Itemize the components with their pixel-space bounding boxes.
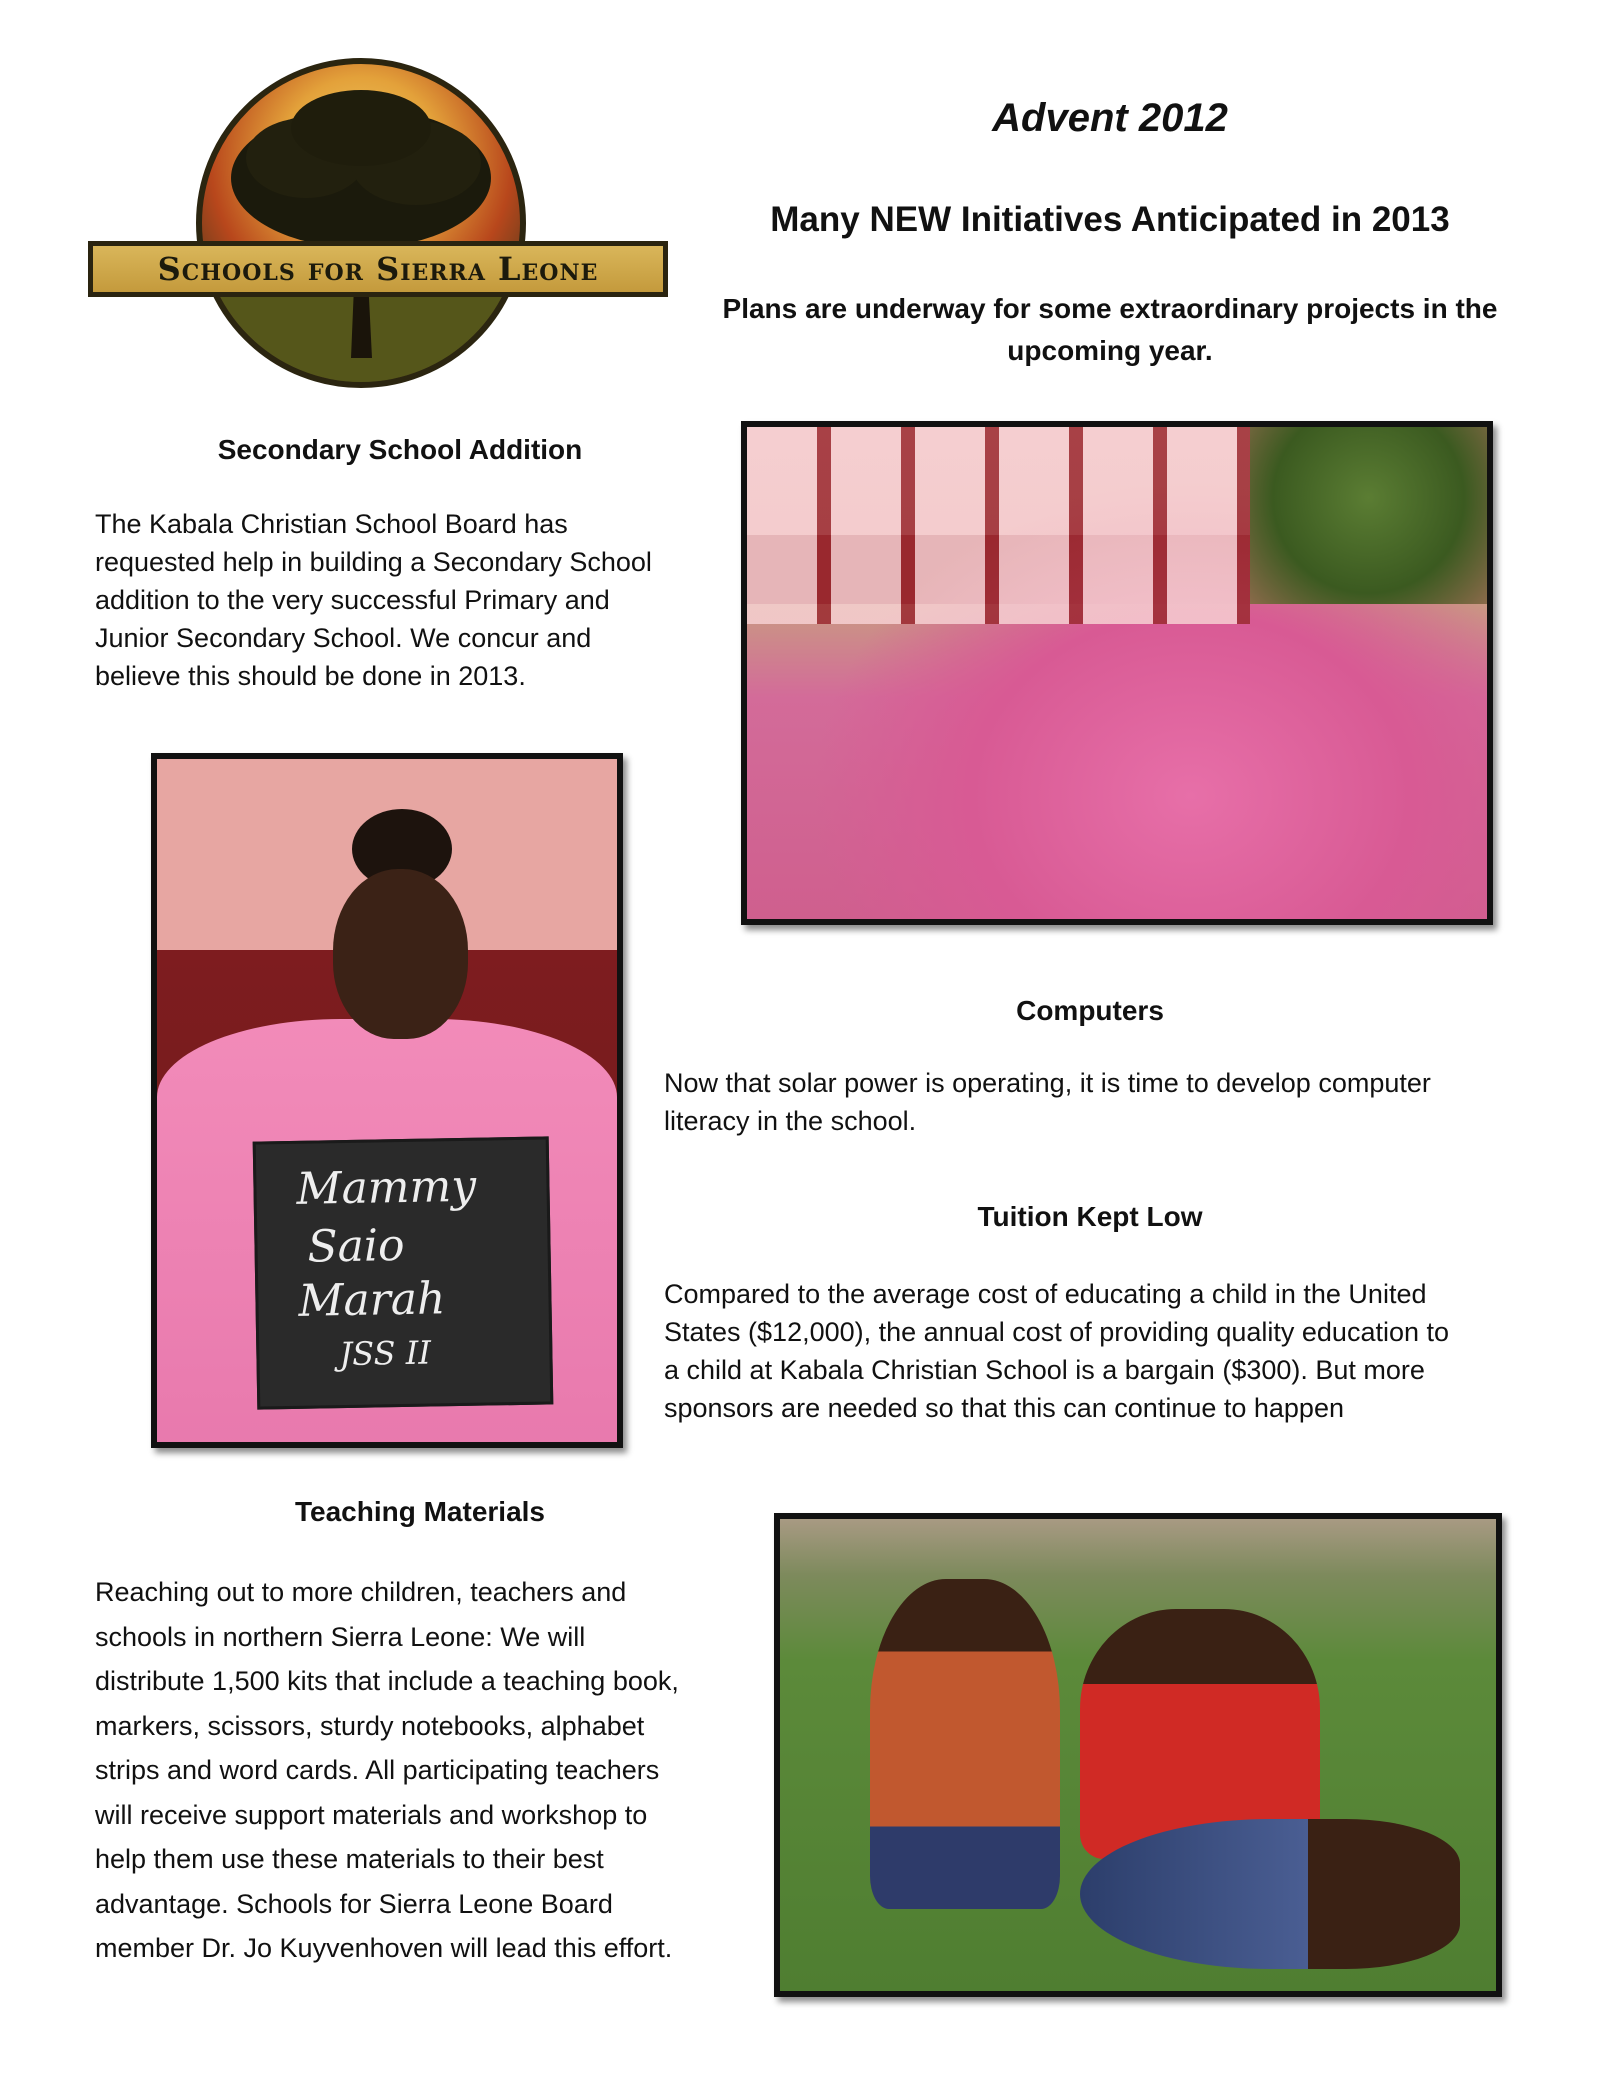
section-heading-tuition: Tuition Kept Low xyxy=(977,1201,1203,1232)
children-on-grass-photo xyxy=(774,1513,1502,1997)
text-line: Junior Secondary School. We concur and xyxy=(95,623,592,653)
text-line: schools in northern Sierra Leone: We will xyxy=(95,1621,586,1652)
text-line: States ($12,000), the annual cost of providing quality education to xyxy=(664,1317,1450,1347)
slate-line: Marah xyxy=(298,1273,446,1327)
logo-banner xyxy=(88,241,668,297)
section-body-tuition xyxy=(664,1275,1544,1427)
chalk-slate xyxy=(253,1136,554,1409)
text-line: Compared to the average cost of educating a child in the United xyxy=(664,1279,1427,1309)
logo-text: Schools for Sierra Leone xyxy=(157,250,599,288)
boy-plaid-shirt xyxy=(1080,1819,1460,1969)
text-line: addition to the very successful Primary and xyxy=(95,585,610,615)
text-line: distribute 1,500 kits that include a teaching book, xyxy=(95,1666,679,1696)
face xyxy=(333,869,468,1039)
boy-orange-shirt xyxy=(870,1579,1060,1909)
slate-line: Saio xyxy=(307,1219,405,1273)
text-line: advantage. Schools for Sierra Leone Board xyxy=(95,1888,613,1919)
section-body-computers xyxy=(664,1064,1524,1140)
text-line: The Kabala Christian School Board has xyxy=(95,509,568,539)
school-assembly-photo xyxy=(741,421,1493,925)
section-body-secondary xyxy=(95,505,715,695)
text-line: sponsors are needed so that this can continue to happen xyxy=(664,1393,1344,1423)
section-heading-computers: Computers xyxy=(1016,995,1164,1026)
text-line: believe this should be done in 2013. xyxy=(95,661,526,691)
page-title: Advent 2012 xyxy=(992,96,1228,140)
slate-line: Mammy xyxy=(296,1160,477,1215)
school-building xyxy=(747,427,1250,624)
text-line: will receive support materials and workshop to xyxy=(95,1799,648,1830)
text-line: Reaching out to more children, teachers and xyxy=(95,1577,627,1607)
text-line: a child at Kabala Christian School is a bargain ($300). But more xyxy=(664,1355,1425,1385)
text-line: Now that solar power is operating, it is time to develop computer xyxy=(664,1068,1431,1098)
section-body-materials xyxy=(95,1570,755,1971)
text-line: literacy in the school. xyxy=(664,1106,917,1136)
intro-text: Plans are underway for some extraordinary projects in the upcoming year. xyxy=(722,293,1498,366)
section-heading-secondary: Secondary School Addition xyxy=(217,434,583,465)
text-line: markers, scissors, sturdy notebooks, alphabet xyxy=(95,1710,645,1741)
text-line: help them use these materials to their best xyxy=(95,1844,604,1874)
text-line: requested help in building a Secondary School xyxy=(95,547,652,577)
page-subtitle: Many NEW Initiatives Anticipated in 2013 xyxy=(770,200,1450,239)
text-line: member Dr. Jo Kuyvenhoven will lead this effort. xyxy=(95,1933,673,1963)
student-slate-photo xyxy=(151,753,623,1448)
trees xyxy=(1250,427,1487,604)
section-heading-materials: Teaching Materials xyxy=(294,1496,545,1527)
text-line: strips and word cards. All participating teachers xyxy=(95,1755,660,1785)
tree-emblem xyxy=(196,58,526,388)
logo xyxy=(88,58,668,398)
slate-line: JSS II xyxy=(339,1333,432,1374)
